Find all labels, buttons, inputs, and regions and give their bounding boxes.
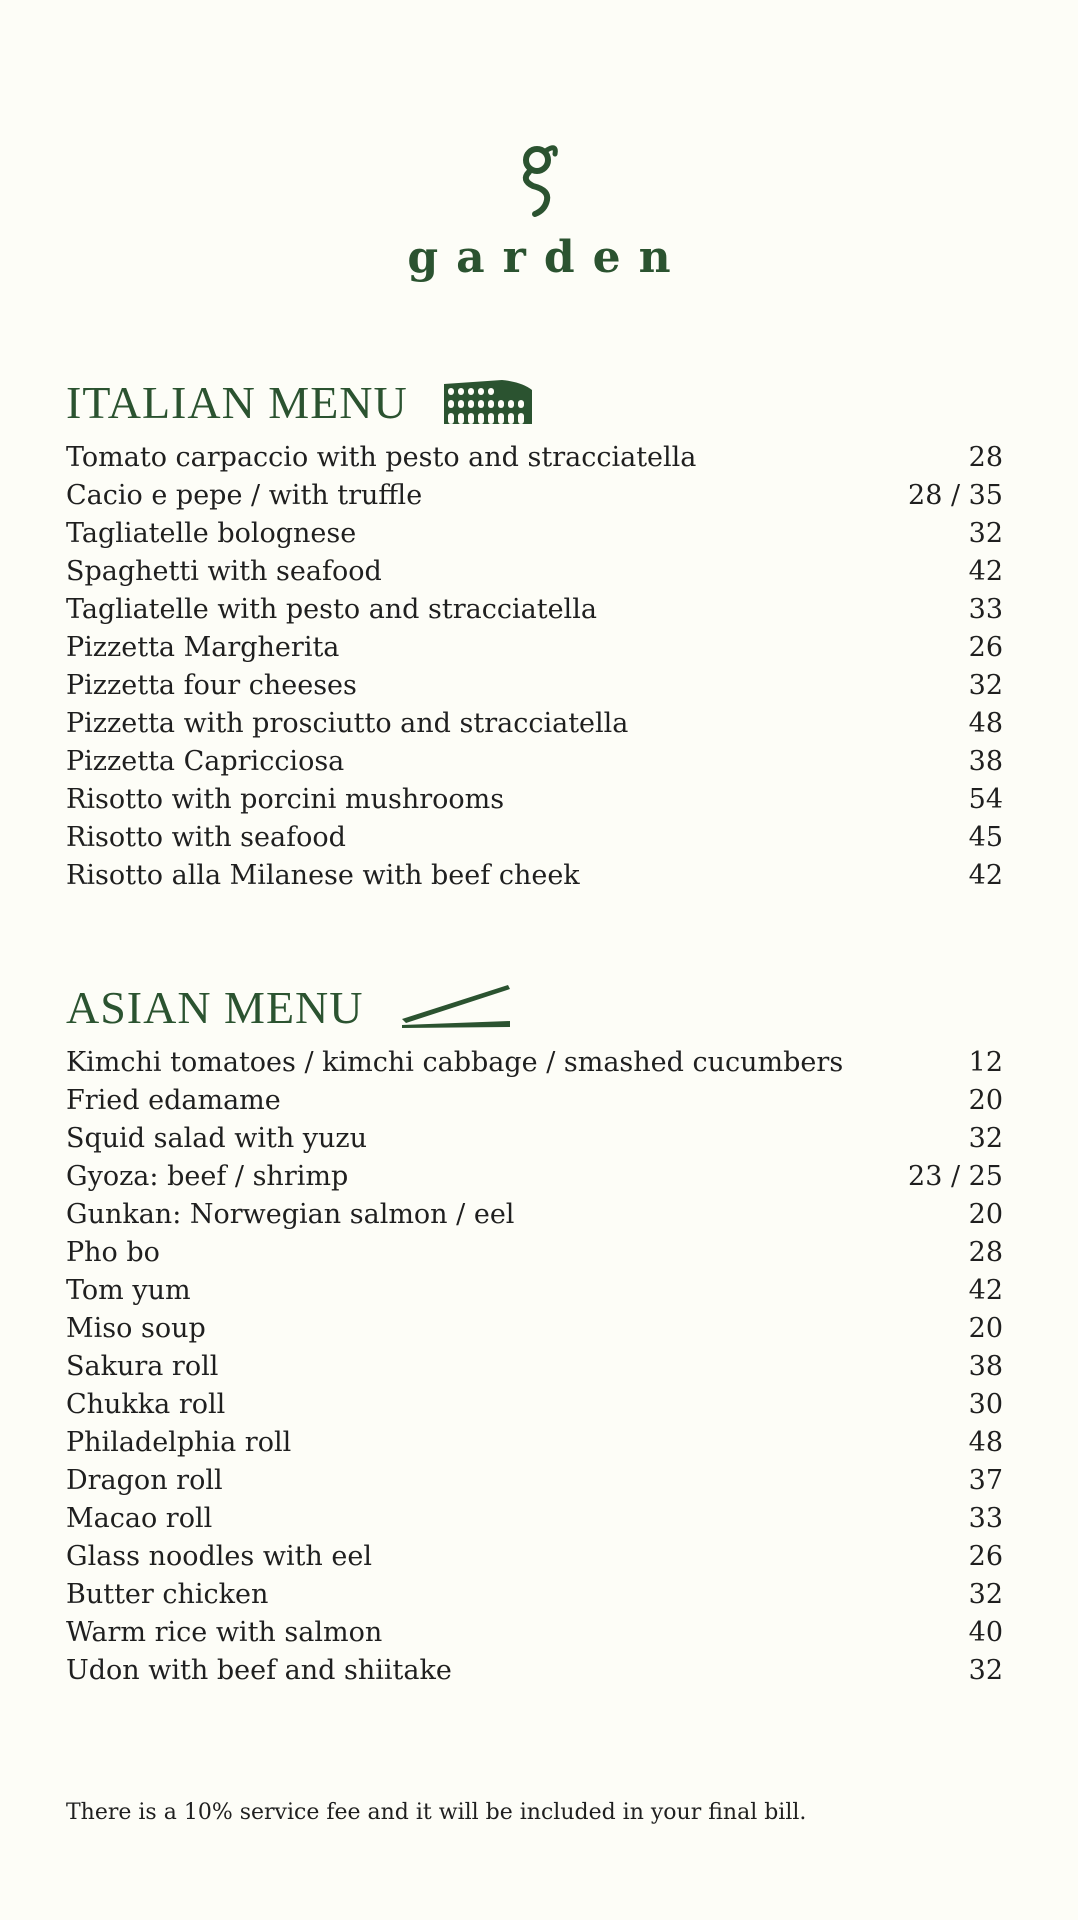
menu-item-price: 33 [968, 1503, 1003, 1534]
menu-item [66, 1310, 1003, 1348]
menu-item-name: Tom yum [66, 1275, 191, 1306]
menu-item-price: 42 [968, 556, 1003, 587]
menu-item-price: 26 [968, 632, 1003, 663]
menu-item [66, 591, 1003, 629]
menu-item-name: Spaghetti with seafood [66, 556, 382, 587]
menu-item [66, 515, 1003, 553]
menu-item-price: 32 [968, 1655, 1003, 1686]
menu-item-name: Cacio e pepe / with truffle [66, 480, 423, 511]
menu-item-price: 28 / 35 [908, 480, 1003, 511]
menu-item [66, 1576, 1003, 1614]
menu-item-name: Risotto alla Milanese with beef cheek [66, 860, 580, 891]
menu-item-price: 20 [968, 1313, 1003, 1344]
menu-item [66, 1234, 1003, 1272]
asian-menu-section [66, 980, 1003, 1690]
menu-item [66, 1120, 1003, 1158]
menu-item-name: Kimchi tomatoes / kimchi cabbage / smashed cucumbers [66, 1047, 844, 1078]
menu-item-name: Udon with beef and shiitake [66, 1655, 452, 1686]
menu-item-price: 33 [968, 594, 1003, 625]
section-title: ASIAN MENU [66, 981, 364, 1033]
menu-item-price: 20 [968, 1085, 1003, 1116]
menu-item-name: Squid salad with yuzu [66, 1123, 368, 1154]
menu-item-price: 38 [968, 746, 1003, 777]
menu-item-name: Fried edamame [66, 1085, 281, 1116]
menu-item [66, 1348, 1003, 1386]
menu-item-price: 54 [968, 784, 1003, 815]
brand-name: garden [407, 232, 689, 283]
menu-item-price: 42 [968, 1275, 1003, 1306]
menu-item-name: Macao roll [66, 1503, 213, 1534]
menu-item [66, 819, 1003, 857]
menu-item-price: 42 [968, 860, 1003, 891]
italian-menu-section [66, 375, 1003, 895]
menu-item [66, 439, 1003, 477]
menu-item-name: Pizzetta with prosciutto and stracciatella [66, 708, 629, 739]
menu-item [66, 1500, 1003, 1538]
menu-item [66, 1044, 1003, 1082]
menu-item [66, 629, 1003, 667]
menu-item-name: Philadelphia roll [66, 1427, 292, 1458]
garden-logo-mark [517, 140, 561, 220]
menu-item [66, 1272, 1003, 1310]
menu-item-price: 48 [968, 1427, 1003, 1458]
menu-item-name: Tagliatelle with pesto and stracciatella [66, 594, 597, 625]
menu-item [66, 1462, 1003, 1500]
menu-item-name: Pizzetta four cheeses [66, 670, 357, 701]
menu-item-name: Gyoza: beef / shrimp [66, 1161, 349, 1192]
section-title: ITALIAN MENU [66, 376, 408, 428]
menu-item-name: Miso soup [66, 1313, 206, 1344]
menu-item-price: 48 [968, 708, 1003, 739]
menu-item [66, 857, 1003, 895]
menu-item-name: Risotto with porcini mushrooms [66, 784, 505, 815]
menu-item-name: Pizzetta Capricciosa [66, 746, 345, 777]
menu-item-name: Tagliatelle bolognese [66, 518, 357, 549]
chopsticks-icon [398, 983, 514, 1031]
menu-item [66, 1158, 1003, 1196]
menu-item-price: 20 [968, 1199, 1003, 1230]
menu-item [66, 553, 1003, 591]
menu-item-name: Dragon roll [66, 1465, 223, 1496]
menu-item-name: Butter chicken [66, 1579, 269, 1610]
menu-item [66, 781, 1003, 819]
menu-item-price: 37 [968, 1465, 1003, 1496]
menu-item-name: Chukka roll [66, 1389, 226, 1420]
menu-item-price: 30 [968, 1389, 1003, 1420]
menu-item [66, 1614, 1003, 1652]
menu-item-name: Sakura roll [66, 1351, 219, 1382]
menu-item-name: Gunkan: Norwegian salmon / eel [66, 1199, 515, 1230]
menu-item [66, 705, 1003, 743]
menu-item-price: 26 [968, 1541, 1003, 1572]
menu-item-name: Warm rice with salmon [66, 1617, 383, 1648]
menu-item-price: 28 [968, 442, 1003, 473]
menu-item-name: Pho bo [66, 1237, 160, 1268]
menu-item [66, 667, 1003, 705]
asian-menu-items [66, 1044, 1003, 1690]
menu-item-name: Pizzetta Margherita [66, 632, 340, 663]
menu-item-price: 32 [968, 1579, 1003, 1610]
menu-item [66, 1424, 1003, 1462]
menu-item-price: 32 [968, 1123, 1003, 1154]
menu-item [66, 1652, 1003, 1690]
menu-item-price: 23 / 25 [908, 1161, 1003, 1192]
menu-item-price: 32 [968, 518, 1003, 549]
italian-menu-items [66, 439, 1003, 895]
service-fee-note: There is a 10% service fee and it will be included in your final bill. [66, 1800, 807, 1825]
menu-item [66, 1538, 1003, 1576]
menu-item [66, 1386, 1003, 1424]
menu-item-price: 38 [968, 1351, 1003, 1382]
menu-item-price: 40 [968, 1617, 1003, 1648]
menu-item-price: 12 [968, 1047, 1003, 1078]
menu-item-name: Tomato carpaccio with pesto and stracciatella [66, 442, 697, 473]
menu-item-price: 45 [968, 822, 1003, 853]
menu-item [66, 1082, 1003, 1120]
menu-item-name: Risotto with seafood [66, 822, 346, 853]
menu-item-price: 28 [968, 1237, 1003, 1268]
menu-item [66, 477, 1003, 515]
menu-item-price: 32 [968, 670, 1003, 701]
menu-item [66, 1196, 1003, 1234]
menu-item [66, 743, 1003, 781]
brand-logo [0, 140, 1078, 283]
menu-item-name: Glass noodles with eel [66, 1541, 372, 1572]
colosseum-icon [442, 378, 534, 426]
